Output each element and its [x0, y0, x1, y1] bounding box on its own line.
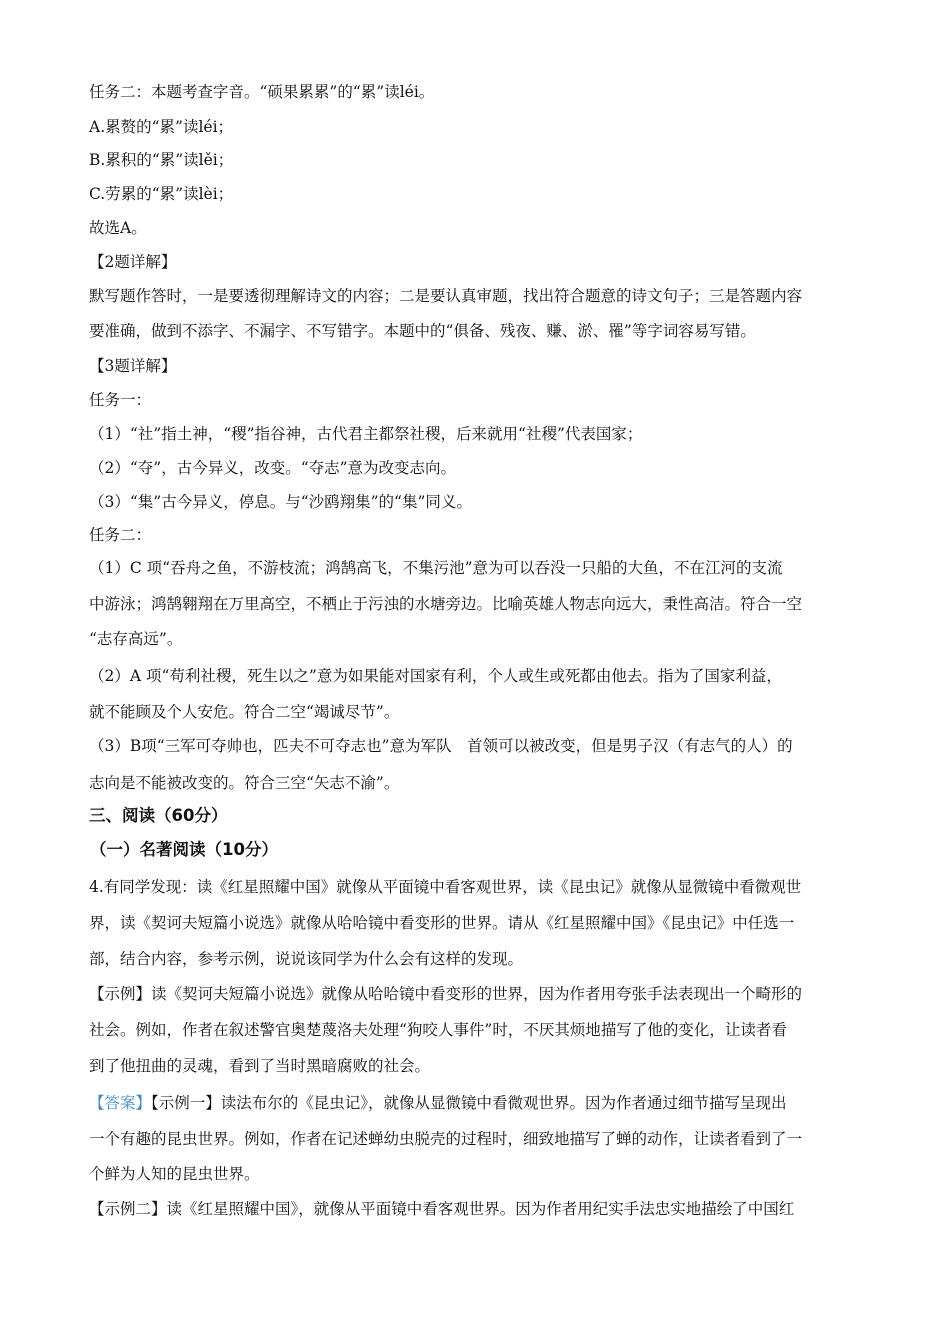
text-line: （1）“社”指土神，“稷”指谷神，古代君主都祭社稷，后来就用“社稷”代表国家；: [89, 425, 643, 443]
text-line: 故选A。: [89, 219, 147, 237]
answer-line: [89, 1093, 787, 1113]
text-line: 任务二：本题考查字音。“硕果累累”的“累”读léi。: [89, 83, 435, 101]
question-text: 界，读《契诃夫短篇小说选》就像从哈哈镜中看变形的世界。请从《红星照耀中国》《昆虫记》中任选一: [89, 914, 795, 932]
text-line: B.累积的“累”读lěi；: [89, 151, 234, 169]
text-line: （3）B项“三军可夺帅也，匹夫不可夺志也”意为军队 首领可以被改变，但是男子汉（有志气的人）的: [89, 737, 793, 755]
text-line: （2）A 项“苟利社稷，死生以之”意为如果能对国家有利，个人或生或死都由他去。指为了国家利益，: [89, 667, 782, 685]
example-text: 【示例】读《契诃夫短篇小说选》就像从哈哈镜中看变形的世界，因为作者用夸张手法表现出一个畸形的: [89, 985, 803, 1003]
section-heading: 【3题详解】: [89, 357, 177, 375]
answer-label: 【答案】: [89, 1094, 152, 1112]
text-line: C.劳累的“累”读lèi；: [89, 185, 234, 203]
section-title: 三、阅读（60分）: [89, 806, 228, 825]
subsection-title: （一）名著阅读（10分）: [90, 840, 278, 859]
text-line: （1）C 项“吞舟之鱼，不游枝流；鸿鹄高飞，不集污池”意为可以吞没一只船的大鱼，不在江河的支流: [89, 559, 783, 577]
question-text: 4.有同学发现：读《红星照耀中国》就像从平面镜中看客观世界，读《昆虫记》就像从显微镜中看微观世: [89, 878, 802, 896]
answer-text: 【示例二】读《红星照耀中国》，就像从平面镜中看客观世界。因为作者用纪实手法忠实地描绘了中国红: [89, 1200, 795, 1218]
text-line: “志存高远”。: [89, 630, 183, 648]
answer-text: 一个有趣的昆虫世界。例如，作者在记述蝉幼虫脱壳的过程时，细致地描写了蝉的动作，让读者看到了一: [89, 1130, 803, 1148]
question-text: 部，结合内容，参考示例，说说该同学为什么会有这样的发现。: [89, 950, 524, 968]
text-line: 要准确，做到不添字、不漏字、不写错字。本题中的“俱备、残夜、赚、淤、罹”等字词容易写错。: [89, 322, 756, 340]
answer-text: 个鲜为人知的昆虫世界。: [89, 1165, 260, 1183]
text-line: 中游泳；鸿鹄翱翔在万里高空，不栖止于污浊的水塘旁边。比喻英雄人物志向远大，秉性高洁。符合一空: [89, 595, 803, 613]
text-line: （2）“夺”，古今异义，改变。“夺志”意为改变志向。: [89, 459, 457, 477]
text-line: 就不能顾及个人安危。符合二空“竭诚尽节”。: [89, 703, 400, 721]
example-text: 社会。例如，作者在叙述警官奥楚蔑洛夫处理“狗咬人事件”时，不厌其烦地描写了他的变化，让读者看: [89, 1021, 787, 1039]
text-line: 任务二：: [89, 526, 152, 544]
example-text: 到了他扭曲的灵魂，看到了当时黑暗腐败的社会。: [89, 1057, 431, 1075]
text-line: 任务一：: [89, 391, 152, 409]
answer-text: 【示例一】读法布尔的《昆虫记》，就像从显微镜中看微观世界。因为作者通过细节描写呈现出: [151, 1094, 787, 1112]
section-heading: 【2题详解】: [89, 253, 177, 271]
text-line: A.累赘的“累”读léi；: [89, 118, 234, 136]
text-line: （3）“集”古今异义，停息。与“沙鸥翔集”的“集”同义。: [89, 493, 472, 511]
text-line: 志向是不能被改变的。符合三空“矢志不渝”。: [89, 774, 400, 792]
text-line: 默写题作答时，一是要透彻理解诗文的内容；二是要认真审题，找出符合题意的诗文句子；三是答题内容: [89, 287, 803, 305]
